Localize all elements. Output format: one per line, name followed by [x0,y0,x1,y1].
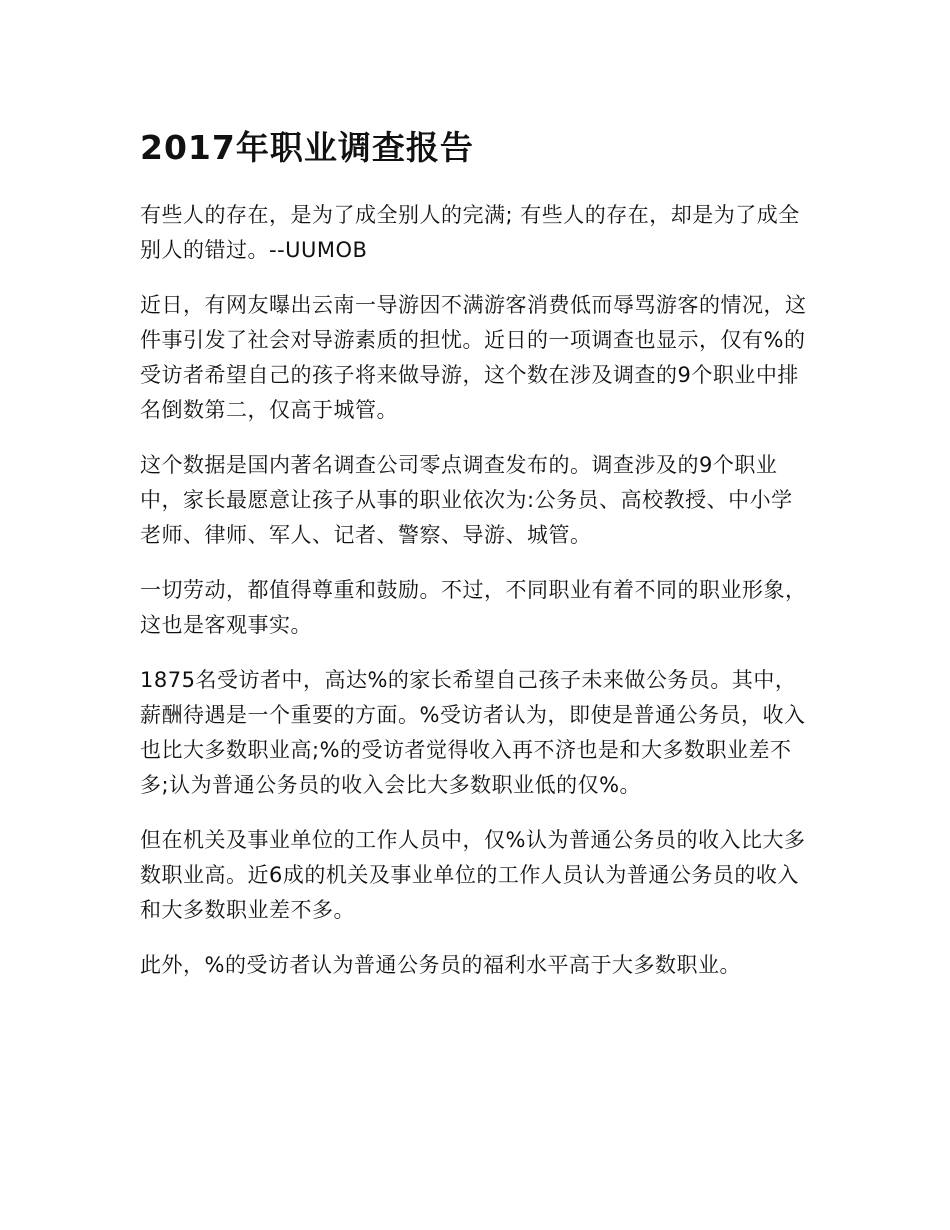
paragraph-5: 1875名受访者中，高达%的家长希望自己孩子未来做公务员。其中，薪酬待遇是一个重要的方面。%受访者认为，即使是普通公务员，收入也比大多数职业高;%的受访者觉得收入再不济也是和大多数职业差不多;认为普通公务员的收入会比大多数职业低的仅%。 [140,668,806,797]
paragraph-7: 此外，%的受访者认为普通公务员的福利水平高于大多数职业。 [140,953,741,977]
paragraph-4: 一切劳动，都值得尊重和鼓励。不过，不同职业有着不同的职业形象，这也是客观事实。 [140,578,807,637]
paragraph-1: 有些人的存在，是为了成全别人的完满; 有些人的存在，却是为了成全别人的错过。--UUMOB [140,203,800,262]
document-page [140,120,810,1003]
paragraph-3: 这个数据是国内著名调查公司零点调查发布的。调查涉及的9个职业中，家长最愿意让孩子从事的职业依次为:公务员、高校教授、中小学老师、律师、军人、记者、警察、导游、城管。 [140,453,793,547]
paragraph-2: 近日，有网友曝出云南一导游因不满游客消费低而辱骂游客的情况，这件事引发了社会对导游素质的担忧。近日的一项调查也显示，仅有%的受访者希望自己的孩子将来做导游，这个数在涉及调查的9个职业中排名倒数第二，仅高于城管。 [140,293,807,422]
paragraph-6: 但在机关及事业单位的工作人员中，仅%认为普通公务员的收入比大多数职业高。近6成的机关及事业单位的工作人员认为普通公务员的收入和大多数职业差不多。 [140,828,806,922]
document-title: 2017年职业调查报告 [140,128,474,167]
